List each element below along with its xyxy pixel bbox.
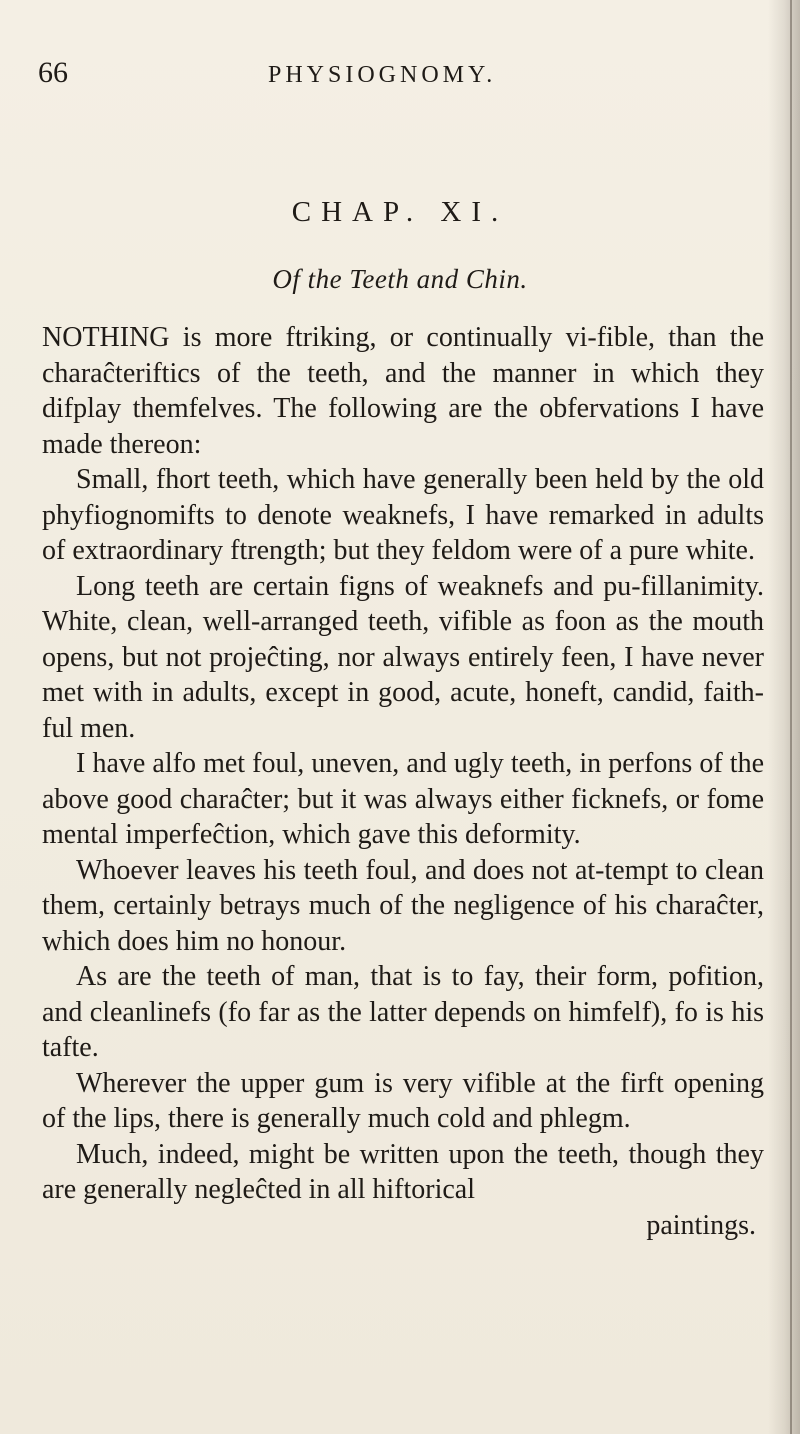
paragraph-2: Small, fhort teeth, which have generally been held by the old phyfiognomifts to denote weaknefs, I have remarked in adults of extraordinary ftrength; but they feldom were of a pure white.	[42, 464, 764, 566]
chapter-heading: CHAP. XI.	[291, 196, 509, 228]
catchword: paintings.	[646, 1209, 756, 1241]
body-text	[42, 320, 764, 1243]
paragraph-1: NOTHING is more ftriking, or continually vi-fible, than the charaĉteriftics of the teeth, and the manner in which they difplay themfelves. The following are the obfervations I have made thereon:	[42, 322, 764, 460]
page-number: 66	[38, 56, 68, 89]
paragraph-4: I have alfo met foul, uneven, and ugly teeth, in perfons of the above good charaĉter; but it was always either ficknefs, or fome mental imperfeĉtion, which gave this deformity.	[42, 748, 764, 850]
running-head	[0, 56, 800, 96]
paragraph-6: As are the teeth of man, that is to fay, their form, pofition, and cleanlinefs (fo far as the latter depends on himfelf), fo is his tafte.	[42, 961, 764, 1063]
paragraph-5: Whoever leaves his teeth foul, and does not at-tempt to clean them, certainly betrays much of the negligence of his charaĉter, which does him no honour.	[42, 854, 764, 957]
paragraph-7: Wherever the upper gum is very vifible at the firft opening of the lips, there is generally much cold and phlegm.	[42, 1067, 764, 1134]
paragraph-3: Long teeth are certain figns of weaknefs and pu-fillanimity. White, clean, well-arranged teeth, vifible as foon as the mouth opens, but not projeĉting, nor always entirely feen, I have never met with in adults, except in good, acute, honeft, candid, faith-ful men.	[42, 570, 764, 744]
running-head-title: PHYSIOGNOMY.	[268, 62, 497, 88]
paragraph-8: Much, indeed, might be written upon the teeth, though they are generally negleĉted in all hiftorical	[42, 1138, 764, 1205]
chapter-subtitle: Of the Teeth and Chin.	[272, 264, 528, 294]
